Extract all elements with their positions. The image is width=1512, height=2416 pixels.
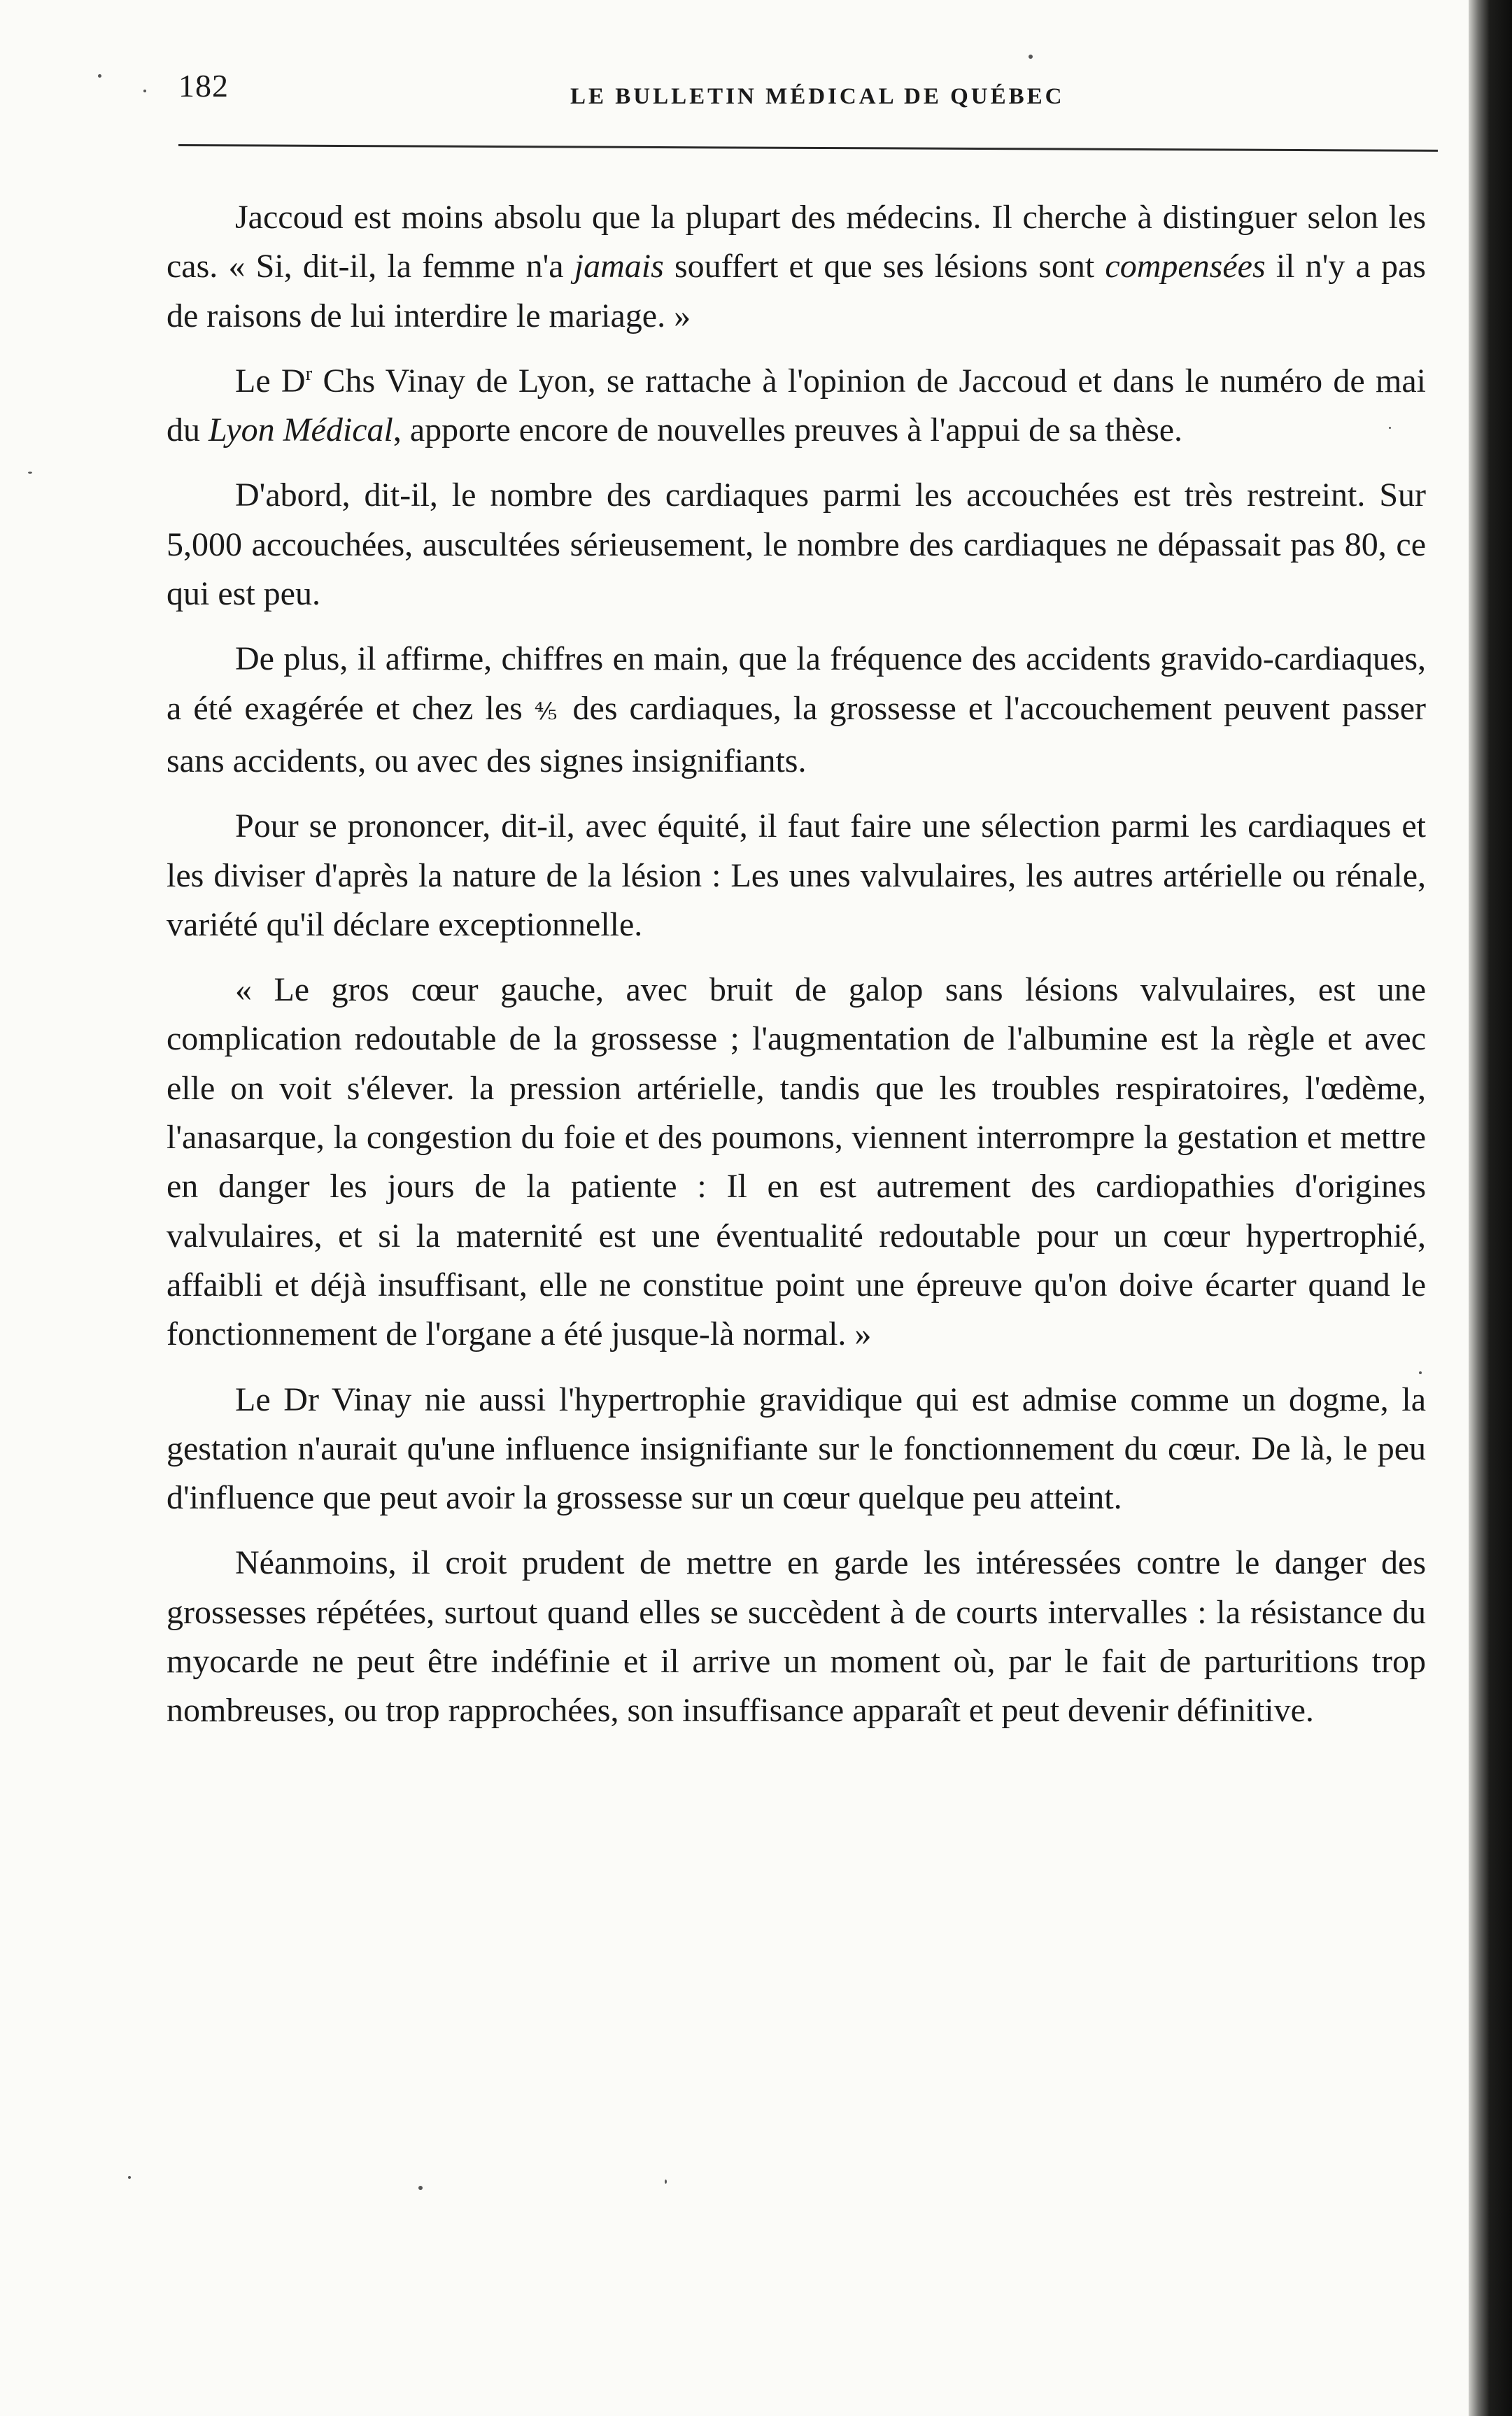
paragraph-statistics: D'abord, dit-il, le nombre des cardiaques parmi les accouchées est très restreint. Sur 5,000 accouchées, auscultées sérieusement, le nombre des cardiaques ne dépassait pas 80, ce qui est peu. bbox=[167, 476, 1426, 613]
paragraph-jaccoud: Jaccoud est moins absolu que la plupart des médecins. Il cherche à distinguer selon les cas. « Si, dit-il, la femme n'a jamais souffert et que ses lésions sont compensées il n'y a pas de raisons de lui interdire le mariage. » bbox=[167, 199, 1426, 334]
paragraph-hypertrophy: Le Dr Vinay nie aussi l'hypertrophie gravidique qui est admise comme un dogme, la gestation n'aurait qu'une influence insignifiante sur le fonctionnement du cœur. De là, le peu d'influence que peut avoir la grossesse sur un cœur quelque peu atteint. bbox=[167, 1380, 1426, 1517]
running-title: LE BULLETIN MÉDICAL DE QUÉBEC bbox=[570, 84, 1065, 109]
page-number: 182 bbox=[178, 68, 229, 104]
header-rule bbox=[178, 144, 1438, 152]
paragraph-frequency: De plus, il affirme, chiffres en main, que la fréquence des accidents gravido-cardiaques, a été exagérée et chez les ⅘ des cardiaques, la grossesse et l'accouchement peuvent passer sans accidents, ou avec des signes insignifiants. bbox=[167, 640, 1426, 779]
article-body bbox=[167, 193, 1426, 1752]
paragraph-selection: Pour se prononcer, dit-il, avec équité, il faut faire une sélection parmi les cardiaques et les diviser d'après la nature de la lésion : Les unes valvulaires, les autres artérielle ou rénale, variété qu'il déclare exceptionnelle. bbox=[167, 807, 1426, 943]
paragraph-quotation: « Le gros cœur gauche, avec bruit de galop sans lésions valvulaires, est une complication redoutable de la grossesse ; l'augmentation de l'albumine est la règle et avec elle on voit s'élever. la pression artérielle, tandis que les troubles respiratoires, l'œdème, l'anasarque, la congestion du foie et des poumons, viennent interrompre la gestation et mettre en danger les jours de la patiente : Il en est autrement des cardiopathies d'origines valvulaires, et si la maternité est une éventualité redoutable pour un cœur hypertrophié, affaibli et déjà insuffisant, elle ne constitue point une épreuve qu'on doive écarter quand le fonctionnement de l'organe a été jusque-là normal. » bbox=[167, 971, 1426, 1353]
paragraph-vinay-intro: Le $D^r$ Chs Vinay de Lyon, se rattache à l'opinion de Jaccoud et dans le numéro de mai du Lyon Médical, apporte encore de nouvelles preuves à l'appui de sa thèse. bbox=[167, 362, 1426, 449]
paragraph-conclusion: Néanmoins, il croit prudent de mettre en garde les intéressées contre le danger des grossesses répétées, surtout quand elles se succèdent à de courts intervalles : la résistance du myocarde ne peut être indéfinie et il arrive un moment où, par le fait de parturitions trop nombreuses, ou trop rapprochées, son insuffisance apparaît et peut devenir définitive. bbox=[167, 1544, 1426, 1730]
binding-edge bbox=[1469, 0, 1512, 2416]
page-header bbox=[178, 67, 1424, 123]
